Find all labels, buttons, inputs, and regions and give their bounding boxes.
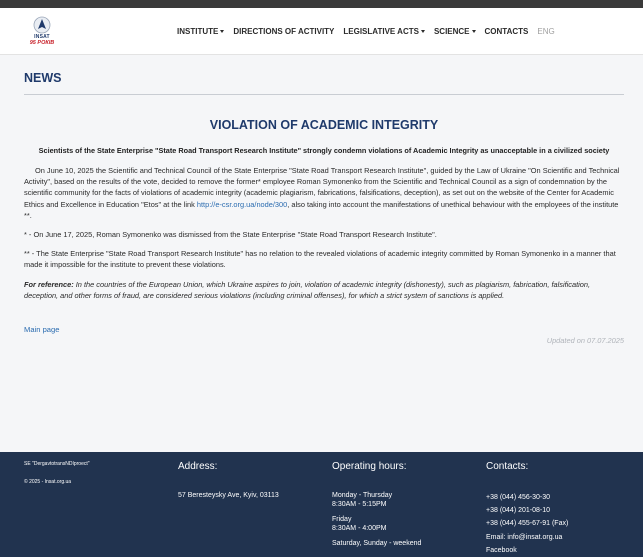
main-nav bbox=[177, 27, 564, 36]
nav-institute[interactable] bbox=[177, 27, 224, 36]
friday-label: Friday bbox=[332, 516, 352, 523]
footer-org bbox=[24, 461, 90, 485]
article-title: VIOLATION OF ACADEMIC INTEGRITY bbox=[209, 118, 439, 132]
article-lead: Scientists of the State Enterprise "State Road Transport Research Institute" strongly condemn violations of Academic Integrity as unacceptable in a civilized society bbox=[38, 146, 610, 155]
paragraph-text: On June 10, 2025 the Scientific and Technical Council of the State Enterprise "State Road Transport Research Institute", guided by the Law of Ukraine "On Scientific and Technical Activity", based on the results of the vote, decided to remove the former* employee Roman Symonenko from the Scientific and Technical Council as a sign of condemnation by the scientific community for the facts of violations of academic integrity (academic plagiarism, fabrications, falsifications, deception), as set out on the website of the Center for Academic Ethics and Excellence in Education "Etos" at the link bbox=[24, 166, 620, 209]
caret-down-icon bbox=[472, 30, 476, 33]
caret-down-icon bbox=[421, 30, 425, 33]
article-paragraph-4 bbox=[24, 279, 624, 301]
article-paragraph-2: * - On June 17, 2025, Roman Symonenko was dismissed from the State Enterprise "State Road Transport Research Institute". bbox=[24, 230, 437, 240]
paragraph-text: , also taking into account the manifestations of unethical behaviour with the employees of the institute **. bbox=[24, 199, 619, 220]
site-header bbox=[0, 8, 643, 55]
lang-switch[interactable]: ENG bbox=[537, 26, 555, 36]
phone-2[interactable]: +38 (044) 201-08-10 bbox=[486, 507, 551, 515]
weekdays-label: Monday - Thursday bbox=[332, 492, 393, 499]
org-name: SE "DergavtotransNDIproect" bbox=[24, 461, 90, 467]
footer-contacts bbox=[486, 452, 568, 557]
content bbox=[0, 71, 643, 345]
friday-time: 8:30AM - 4:00PM bbox=[332, 525, 387, 532]
weekend-text: Saturday, Sunday - weekend bbox=[332, 540, 422, 547]
phone-1[interactable]: +38 (044) 456-30-30 bbox=[486, 494, 551, 501]
nav-label: DIRECTIONS OF ACTIVITY bbox=[233, 26, 335, 36]
etos-link[interactable]: http://e-csr.org.ua/node/300 bbox=[196, 199, 288, 209]
main-page-link[interactable]: Main page bbox=[24, 325, 60, 335]
address-text: 57 Berestеysky Ave, Kyiv, 03113 bbox=[178, 492, 279, 499]
fax: +38 (044) 455-67-91 (Fax) bbox=[486, 520, 569, 528]
copyright: © 2025 - Insat.org.ua bbox=[24, 479, 72, 485]
site-footer bbox=[0, 452, 643, 557]
updated-date: Updated on 07.07.2025 bbox=[546, 336, 624, 346]
nav-label: INSTITUTE bbox=[177, 26, 219, 36]
nav-legislative-acts[interactable] bbox=[343, 27, 425, 36]
paragraph-text: In the countries of the European Union, which Ukraine aspires to join, violation of academic integrity (dishonesty), such as plagiarism, fabrication, falsification, deception, and other forms of fraud, are considered serious violations (including criminal offenses), for which a strict system of sanctions is applied. bbox=[24, 279, 591, 300]
nav-label: CONTACTS bbox=[484, 26, 529, 36]
article-paragraph-3: ** - The State Enterprise "State Road Transport Research Institute" has no relation to the revealed violations of academic integrity committed by Roman Symonenko in a manner that made it impossible for the institute to prevent these violations. bbox=[24, 249, 616, 270]
weekdays-time: 8:30AM - 5:15PM bbox=[332, 501, 387, 508]
nav-label: SCIENCE bbox=[433, 26, 470, 36]
address-title: Address: bbox=[178, 461, 218, 472]
reference-label: For reference: bbox=[24, 279, 74, 289]
logo-emblem-icon bbox=[33, 16, 51, 34]
section-title: NEWS bbox=[24, 71, 62, 85]
hours-title: Operating hours: bbox=[332, 461, 407, 472]
logo-anniversary: 95 РОКІВ bbox=[29, 40, 55, 46]
nav-directions[interactable] bbox=[233, 27, 334, 36]
facebook-link[interactable]: Facebook bbox=[486, 546, 517, 554]
logo-text: INSAT bbox=[34, 34, 50, 40]
article-paragraph-1 bbox=[24, 165, 624, 221]
contacts-title: Contacts: bbox=[486, 461, 529, 472]
divider bbox=[24, 94, 624, 95]
footer-address bbox=[178, 452, 279, 500]
footer-hours bbox=[332, 452, 421, 548]
nav-science[interactable] bbox=[434, 27, 476, 36]
nav-contacts[interactable] bbox=[485, 27, 529, 36]
caret-down-icon bbox=[220, 30, 224, 33]
nav-label: LEGISLATIVE ACTS bbox=[343, 26, 419, 36]
email[interactable]: Email: info@insat.org.ua bbox=[486, 533, 563, 541]
top-strip bbox=[0, 0, 643, 8]
site-logo[interactable] bbox=[25, 16, 59, 46]
